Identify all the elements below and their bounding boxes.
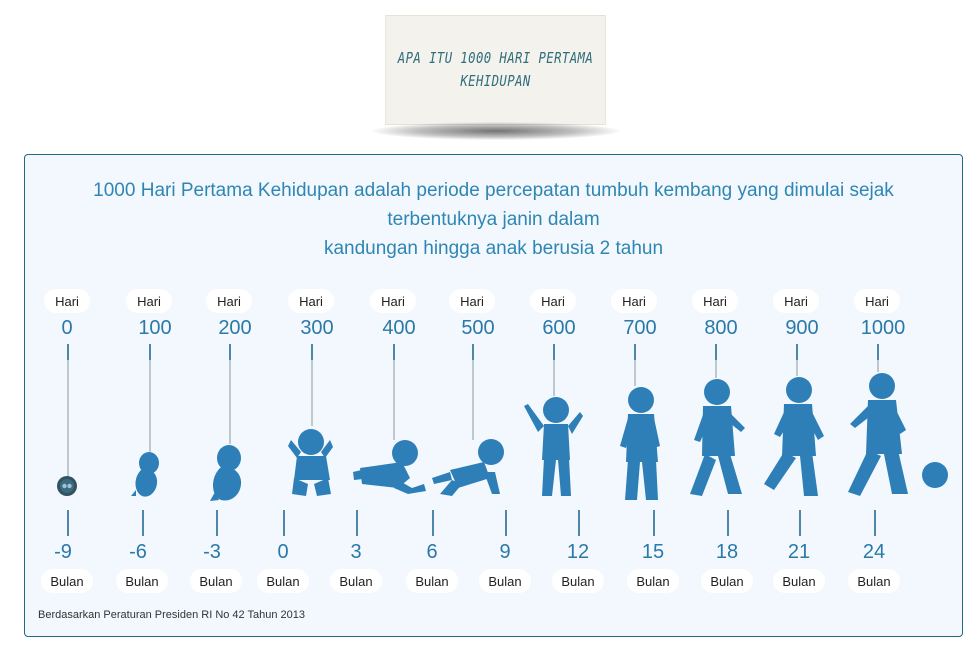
month-value: -6 [129, 541, 147, 563]
month-label: Bulan [330, 569, 382, 593]
day-label: Hari [449, 289, 495, 313]
month-value: 3 [350, 541, 362, 563]
day-label: Hari [126, 289, 172, 313]
day-value: 900 [785, 317, 819, 339]
day-label: Hari [288, 289, 334, 313]
headline-line-2: terbentuknya janin dalam [387, 209, 600, 230]
day-label: Hari [773, 289, 819, 313]
month-label: Bulan [41, 569, 93, 593]
day-label: Hari [692, 289, 738, 313]
day-value: 300 [300, 317, 334, 339]
month-value: 6 [426, 541, 438, 563]
infant-lying-icon [353, 440, 426, 494]
month-value: 12 [566, 541, 590, 563]
headline-line-3: kandungan hingga anak berusia 2 tahun [323, 238, 664, 259]
month-value: 0 [277, 541, 289, 563]
month-label: Bulan [552, 569, 604, 593]
month-value: 24 [862, 541, 886, 563]
month-value: -9 [54, 541, 72, 563]
child-walking-2-icon [764, 377, 824, 496]
month-value: 18 [715, 541, 739, 563]
month-label: Bulan [627, 569, 679, 593]
month-label: Bulan [773, 569, 825, 593]
title-line-1: APA ITU 1000 HARI PERTAMA [397, 48, 594, 67]
day-value: 200 [218, 317, 252, 339]
newborn-icon [288, 429, 333, 496]
child-walking-ball-icon [848, 373, 948, 496]
child-walking-icon [690, 379, 745, 496]
day-value: 800 [704, 317, 738, 339]
month-label: Bulan [257, 569, 309, 593]
fetus-late-icon [210, 445, 241, 501]
title-line-2: KEHIDUPAN [460, 72, 531, 90]
month-value: 9 [499, 541, 511, 563]
month-label: Bulan [190, 569, 242, 593]
day-label: Hari [44, 289, 90, 313]
month-label: Bulan [479, 569, 531, 593]
month-label: Bulan [701, 569, 753, 593]
month-label: Bulan [116, 569, 168, 593]
day-value: 1000 [860, 317, 906, 339]
day-label: Hari [530, 289, 576, 313]
toddler-standing-icon [524, 397, 583, 496]
footnote: Berdasarkan Peraturan Presiden RI No 42 Tahun 2013 [38, 609, 306, 621]
day-value: 100 [138, 317, 172, 339]
embryo-icon [57, 476, 77, 496]
month-value: 15 [641, 541, 665, 563]
infant-crawling-icon [432, 439, 504, 496]
day-value: 700 [623, 317, 657, 339]
headline-line-1: 1000 Hari Pertama Kehidupan adalah periode percepatan tumbuh kembang yang dimulai sejak [93, 180, 894, 201]
month-label: Bulan [848, 569, 900, 593]
day-value: 500 [461, 317, 495, 339]
day-label: Hari [370, 289, 416, 313]
toddler-standing-2-icon [620, 387, 660, 500]
day-value: 0 [61, 317, 73, 339]
day-label: Hari [854, 289, 900, 313]
day-value: 600 [542, 317, 576, 339]
month-value: 21 [787, 541, 811, 563]
fetus-early-icon [131, 452, 159, 497]
month-label: Bulan [406, 569, 458, 593]
day-label: Hari [206, 289, 252, 313]
day-value: 400 [382, 317, 416, 339]
month-value: -3 [203, 541, 221, 563]
day-label: Hari [611, 289, 657, 313]
